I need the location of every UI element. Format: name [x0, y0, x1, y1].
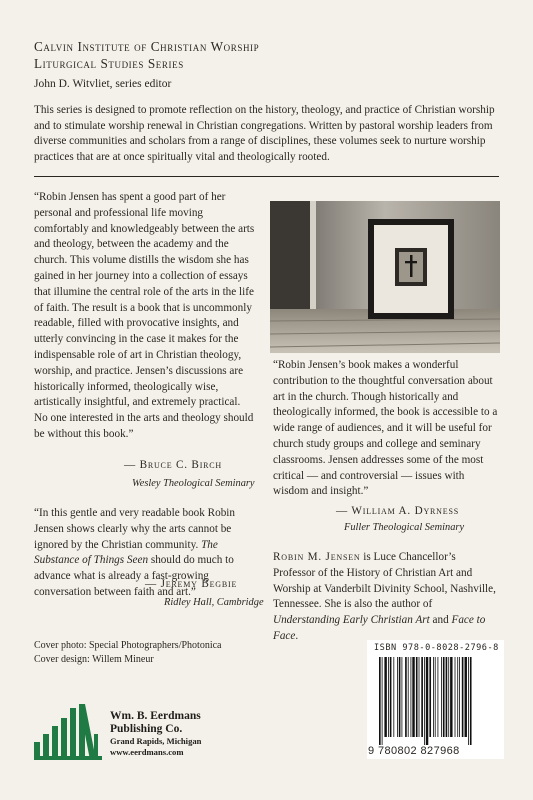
barcode-bar [405, 657, 407, 737]
barcode-bar [470, 657, 472, 745]
barcode-bar [468, 657, 469, 745]
barcode-bar [402, 657, 403, 737]
barcode-bar [462, 657, 464, 737]
cover-photo-framed-cross [270, 201, 500, 353]
barcode-bar [379, 657, 381, 745]
publisher-name-line2: Publishing Co. [110, 723, 183, 735]
endorser-institution-birch: Wesley Theological Seminary [132, 478, 255, 489]
series-intro: This series is designed to promote reflection on the history, theology, and practice of Christian worship and to stimulate worship renewal in Christian congregations. Written by pastoral worship leaders from diverse communities and scholars from a range of disciplines, these volumes seek to nurture worship practices that are at once spiritually vital and theologically rooted. [34, 104, 495, 164]
eerdmans-mark-icon [34, 704, 102, 760]
publisher-city: Grand Rapids, Michigan [110, 736, 202, 746]
book-title-substance: The Substance of Things Seen [34, 538, 218, 567]
publisher-logo [34, 704, 204, 760]
endorser-institution-dyrness: Fuller Theological Seminary [344, 522, 465, 533]
endorser-name-begbie: — Jeremy Begbie [145, 578, 238, 590]
barcode-bar [384, 657, 386, 737]
author-bio [273, 550, 500, 645]
barcode-bar [455, 657, 456, 737]
author-bio-text: is Luce Chancellor’s Professor of the History of Christian Art and Worship at Vanderbilt Divinity School, Nashville, Tennessee. She is also the author of [273, 551, 496, 611]
endorsement-begbie-text: “In this gentle and very readable book Robin Jensen shows clearly why the arts cannot be ignored by the Christian community. [34, 507, 236, 551]
barcode-bar [465, 657, 467, 737]
barcode-bar [390, 657, 392, 737]
book-title-early-christian-art: Understanding Early Christian Art [273, 614, 430, 627]
barcode-bar [426, 657, 428, 745]
isbn-text: ISBN 978-0-8028-2796-8 [374, 643, 499, 653]
barcode-bar [388, 657, 389, 737]
divider-rule [34, 176, 499, 177]
barcode-bar [448, 657, 449, 737]
barcode-bar [411, 657, 412, 737]
series-editor: John D. Witvliet, series editor [34, 78, 172, 90]
author-bio-end: . [295, 629, 299, 642]
photo-credit: Cover photo: Special Photographers/Photonica [34, 640, 222, 651]
barcode-digits: 9 780802 827968 [368, 745, 460, 757]
barcode-bar [412, 657, 414, 737]
barcode-bar [459, 657, 460, 737]
barcode-bar [416, 657, 418, 737]
barcode-bar [441, 657, 442, 737]
endorsement-dyrness: “Robin Jensen’s book makes a wonderful contribution to the thoughtful conversation about art in the church. Though historically and theologically informed, the book is accessible to a wide range of audiences, and it will be useful for church study groups and college and seminary classrooms. Jensen addresses some of the most critical — and controversial — issues with wisdom and insight.” [273, 359, 498, 498]
cover-credits [34, 639, 221, 667]
series-title-line1: Calvin Institute of Christian Worship [34, 39, 260, 54]
barcode-bar [419, 657, 420, 737]
barcode-bar [438, 657, 439, 737]
series-title [34, 38, 504, 72]
barcode-bars [379, 657, 497, 745]
endorsement-birch: “Robin Jensen has spent a good part of her personal and professional life moving comfortably and knowledgeably between the arts and theology, between the academy and the church. This volume distills the wisdom she has gained in her journey into a collection of essays that illumine the central role of the arts in the life of faith. The result is a book that is uncommonly readable, filled with provocative insights, and utterly convincing in the case it makes for the indispensable role of art in Christian theology, worship, and practice. Jensen’s discussions are historically informed, theologically wise, artistically insightful, and extremely practical. No one interested in the arts and theology should be without this book.” [34, 191, 255, 440]
barcode-bar [435, 657, 436, 737]
publisher-name-line1: Wm. B. Eerdmans [110, 710, 201, 722]
publisher-url: www.eerdmans.com [110, 747, 184, 757]
author-name: Robin M. Jensen [273, 551, 361, 563]
barcode-bar [457, 657, 458, 737]
barcode-bar [399, 657, 401, 737]
book-title-face-to-face: Face to Face [273, 614, 486, 642]
barcode-bar [408, 657, 409, 737]
endorser-name-dyrness: — William A. Dyrness [336, 505, 459, 517]
author-bio-conjunction: and [429, 614, 452, 627]
barcode-bar [443, 657, 445, 737]
barcode-bar [429, 657, 431, 737]
design-credit: Cover design: Willem Mineur [34, 654, 154, 665]
barcode-bar [433, 657, 434, 737]
barcode-bar [397, 657, 398, 737]
barcode-bar [424, 657, 425, 745]
barcode-bar [450, 657, 452, 737]
endorser-institution-begbie: Ridley Hall, Cambridge [164, 597, 264, 608]
endorser-name-birch: — Bruce C. Birch [124, 459, 223, 471]
barcode-bar [421, 657, 423, 737]
barcode-bar [393, 657, 394, 737]
series-title-line2: Liturgical Studies Series [34, 56, 184, 71]
endorsement-begbie-text-end: should do much to advance what is already a fast-growing conversation between faith and art.” [34, 554, 234, 598]
barcode-bar [382, 657, 383, 745]
barcode-bar [446, 657, 448, 737]
